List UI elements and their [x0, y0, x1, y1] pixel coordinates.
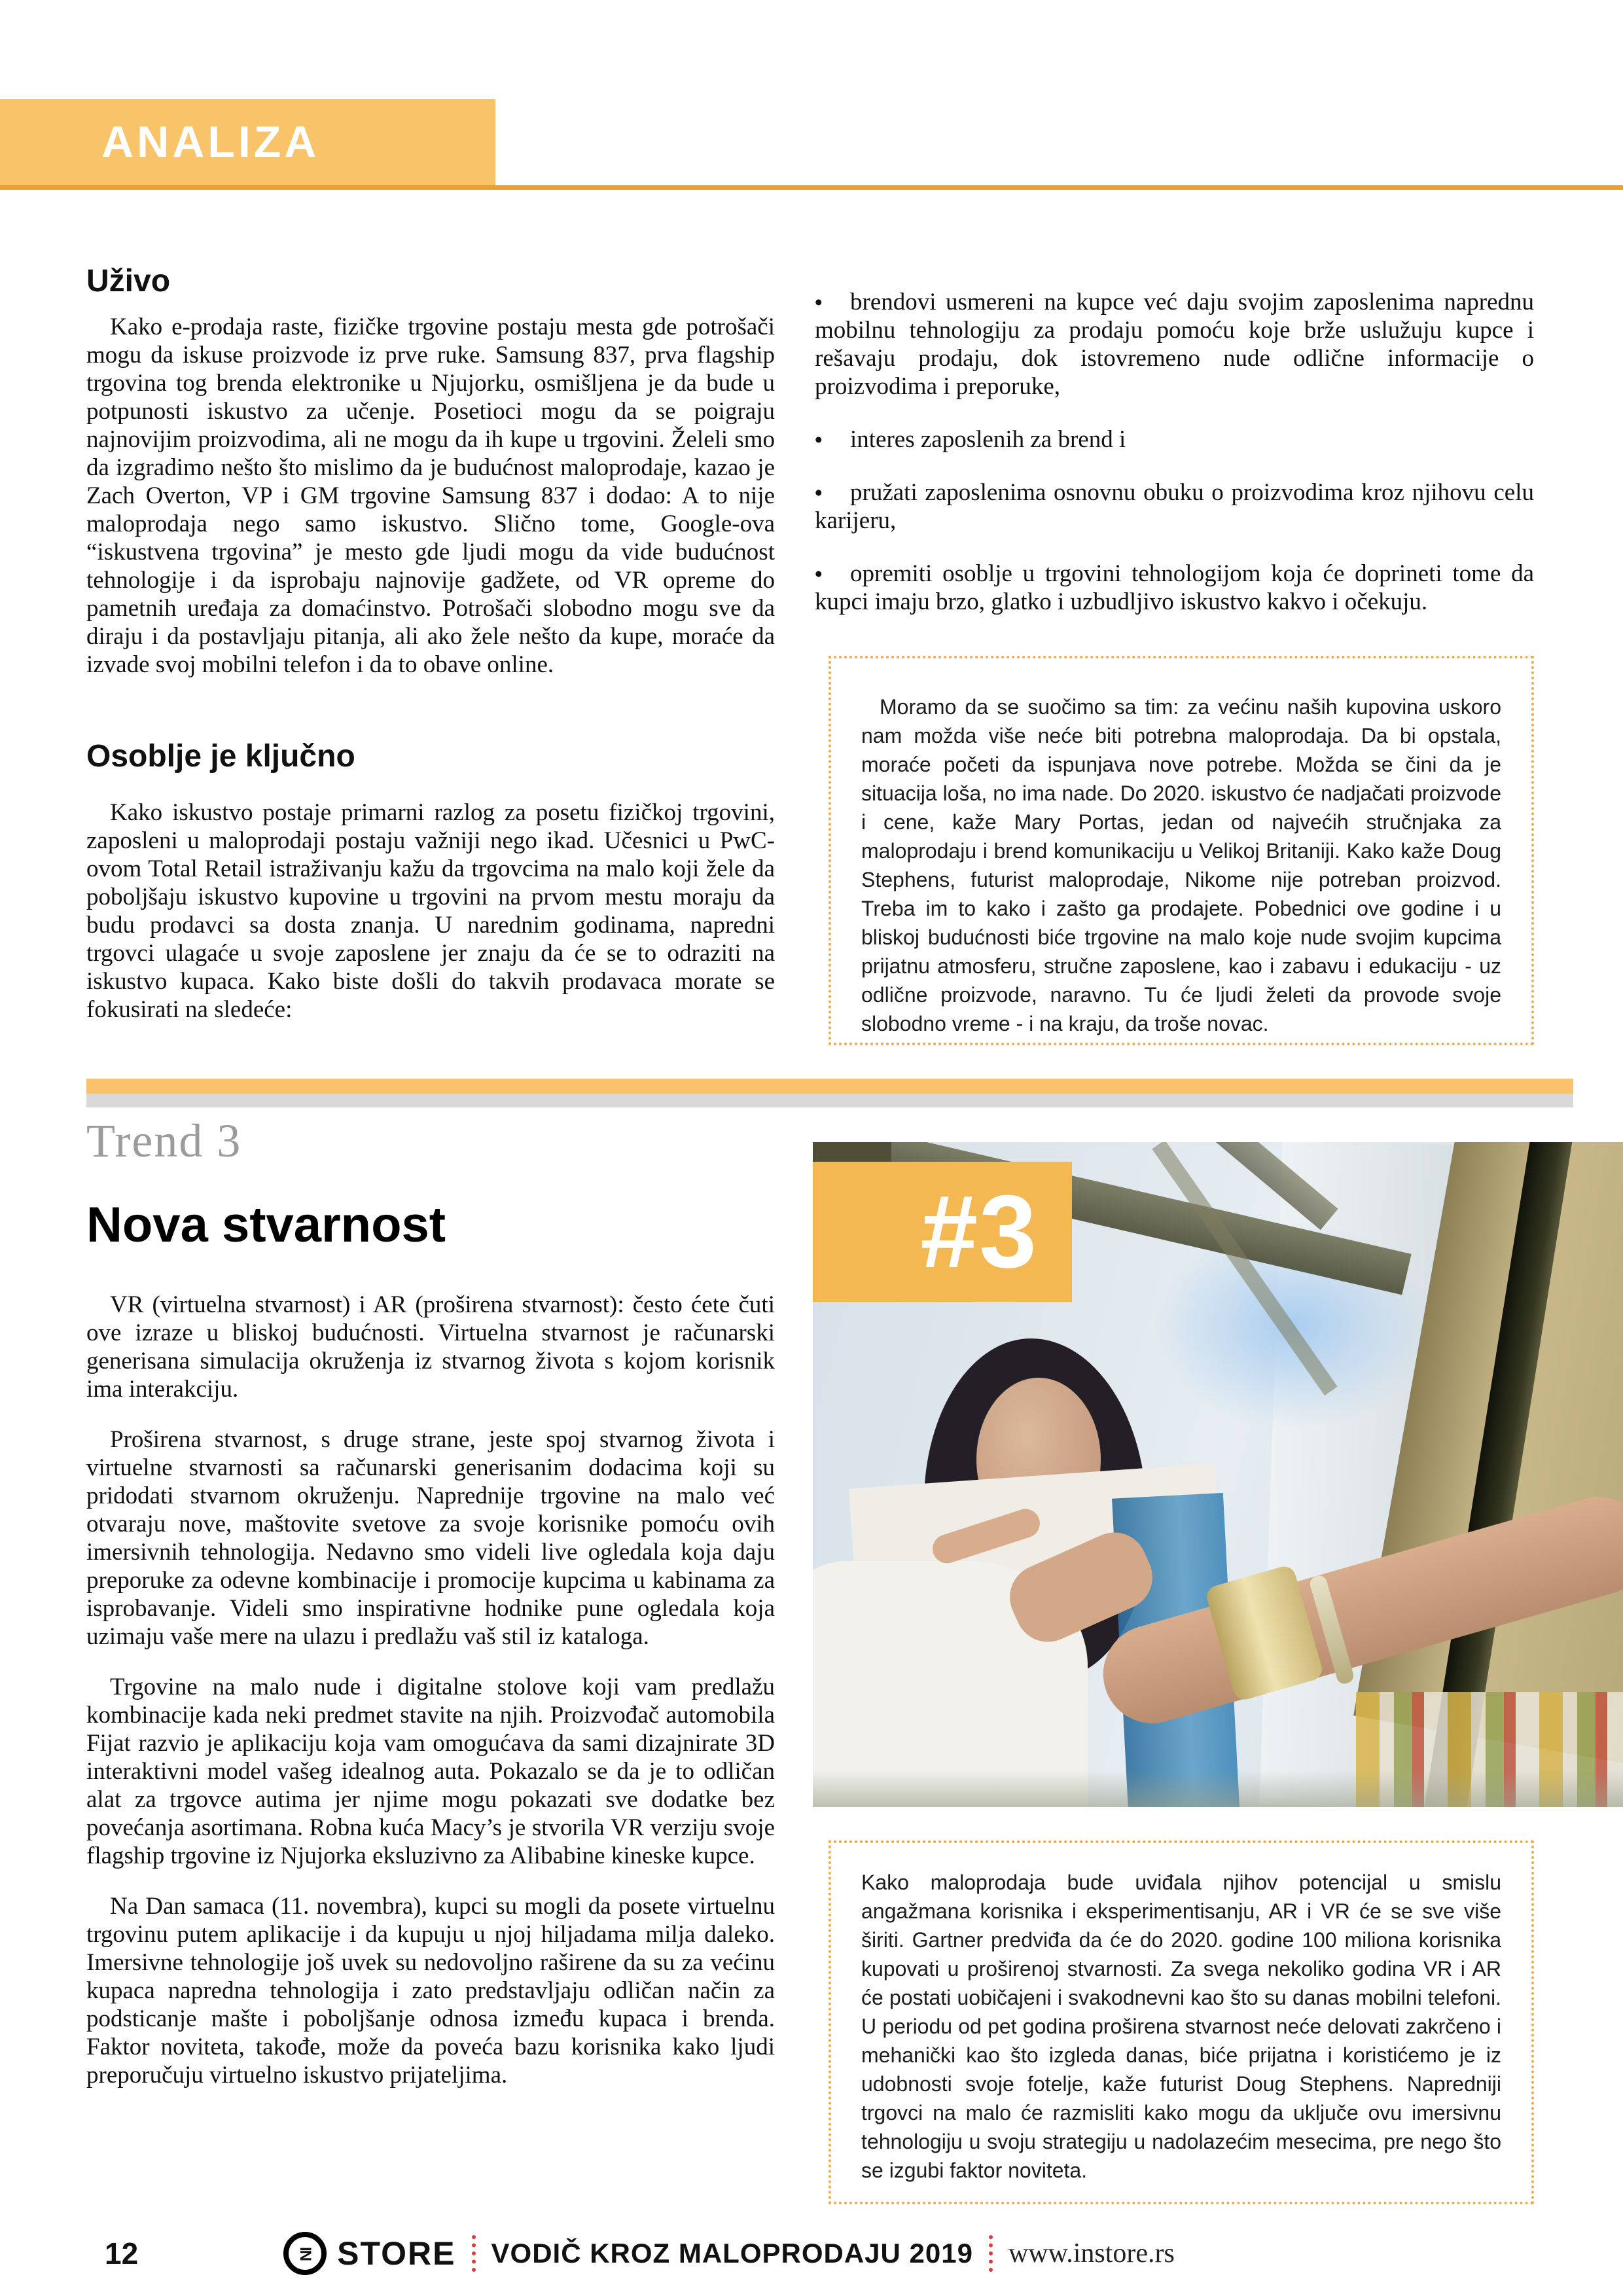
- instore-logo-in: IN: [296, 2247, 315, 2260]
- trend-number-badge: [813, 1162, 1072, 1302]
- quote-box-2-text: Kako maloprodaja bude uviđala njihov potencijal u smislu angažmana korisnika i eksperimentisanju, AR i VR će se sve više širiti. Gartner predviđa da će do 2020. godine 100 miliona korisnika kupovati u proširenoj stvarnosti. Za svega nekoliko godina VR i AR će postati uobičajeni i svakodnevni kao što su danas mobilni telefoni. U periodu od pet godina proširena stvarnost neće delovati zakrčeno i mehanički kao što izgleda danas, biće prijatna i koristićemo je iz udobnosti svoje fotelje, kaže futurist Doug Stephens. Napredniji trgovci na malo će razmisliti kako mogu da uključe ovu imersivnu tehnologiju u svoju strategiju u nadolazećim mesecima, pre nego što se izgubi faktor noviteta.: [861, 1871, 1501, 2182]
- bullet-icon: •: [815, 290, 823, 314]
- instore-logo-circle-icon: [283, 2232, 327, 2275]
- list-item: [815, 478, 1534, 535]
- divider-yellow-bar: [86, 1079, 1573, 1094]
- footer-website: www.instore.rs: [1008, 2238, 1175, 2269]
- quote-box-1-text: Moramo da se suočimo sa tim: za većinu naših kupovina uskoro nam možda više neće biti potrebna maloprodaja. Da bi opstala, moraće početi da ispunjava nove potrebe. Možda se čini da je situacija loša, no ima nade. Do 2020. iskustvo će nadjačati proizvode i cene, kaže Mary Portas, jedan od najvećih stručnjaka za maloprodaju i brend komunikaciju u Velikoj Britaniji. Kako kaže Doug Stephens, futurist maloprodaje, Nikome nije potreban proizvod. Treba im to kako i zašto ga prodajete. Pobednici ove godine i u bliskoj budućnosti biće trgovine na malo koje nude svojim kupcima prijatnu atmosferu, stručne zaposlene, kao i zabavu i edukaciju - uz odlične proizvode, naravno. Tu će ljudi želeti da provode svoje slobodno vreme - i na kraju, da troše novac.: [861, 695, 1501, 1035]
- page-footer: [105, 2231, 1175, 2276]
- paragraph-uzivo-text: Kako e-prodaja raste, fizičke trgovine postaju mesta gde potrošači mogu da iskuse proizvode iz prve ruke. Samsung 837, prva flagship trgovina tog brenda elektronike u Njujorku, osmišljena je da bude u potpunosti iskustvo za učenje. Posetioci mogu da se poigraju najnovijim proizvodima, ali ne mogu da ih kupe u trgovini. Želeli smo da izgradimo nešto što mislimo da je budućnost maloprodaje, kazao je Zach Overton, VP i GM trgovine Samsung 837 i dodao: A to nije maloprodaja nego samo iskustvo. Slično tome, Google-ova “iskustvena trgovina” je mesto gde ljudi mogu da vide budućnost tehnologije i da isprobaju najnovije gadžete, od VR opreme do pametnih uređaja za domaćinstvo. Potrošači slobodno mogu sve da diraju i da postavljaju pitanja, ali ako žele nešto da kupe, moraće da izvade svoj mobilni telefon i da to obave online.: [86, 314, 775, 678]
- divider-gray-bar: [86, 1094, 1573, 1107]
- list-item: [815, 560, 1534, 616]
- header-rule: [0, 185, 1623, 190]
- list-item: [815, 288, 1534, 401]
- trend-body: [86, 1291, 775, 2089]
- bullet-icon: •: [815, 427, 823, 452]
- footer-separator-icon: [989, 2235, 993, 2272]
- bullet-list: [815, 288, 1534, 641]
- trend-title: Nova stvarnost: [86, 1197, 446, 1253]
- trend-kicker: Trend 3: [86, 1115, 242, 1167]
- trend-number-label: #3: [920, 1174, 1038, 1289]
- trend-paragraph-4: Na Dan samaca (11. novembra), kupci su mogli da posete virtuelnu trgovinu putem aplikacije i da kupuju u njoj hiljadama milja daleko. Imersivne tehnologije još uvek su nedovoljno raširene da su za većinu kupaca napredna tehnologija i zato predstavljaju odličan način za podsticanje mašte i poboljšanje odnosa između kupaca i brenda. Faktor noviteta, takođe, može da poveća bazu korisnika kako ljudi preporučuju virtuelno iskustvo prijateljima.: [86, 1893, 775, 2089]
- footer-separator-icon: [472, 2235, 476, 2272]
- paragraph-uzivo: [86, 313, 775, 679]
- trend-paragraph-3: Trgovine na malo nude i digitalne stolove koji vam predlažu kombinacije kada neki predmet stavite na njih. Proizvođač automobila Fijat razvio je aplikaciju koja vam omogućava da sami dizajnirate 3D interaktivni model vašeg idealnog auta. Pokazalo se da je to odličan alat za trgovce autima jer njime mogu pokazati sve dodatke bez povećanja asortimana. Robna kuća Macy’s je stvorila VR verziju svoje flagship trgovine iz Njujorka eksluzivno za Alibabine kineske kupce.: [86, 1674, 775, 1869]
- bullet-text: brendovi usmereni na kupce već daju svojim zaposlenima naprednu mobilnu tehnologiju za prodaju pomoću koje brže uslužuju kupce i rešavaju prodaju, dok istovremeno nude odlične informacije o proizvodima i preporuke,: [815, 289, 1534, 400]
- heading-uzivo: Uživo: [86, 264, 171, 298]
- bullet-icon: •: [815, 480, 823, 505]
- instore-logo: [283, 2232, 455, 2275]
- section-band: [0, 99, 495, 185]
- bullet-text: opremiti osoblje u trgovini tehnologijom koja će doprineti tome da kupci imaju brzo, glatko i uzbudljivo iskustvo kakvo i očekuju.: [815, 560, 1534, 615]
- bullet-icon: •: [815, 562, 823, 586]
- page-number: 12: [105, 2236, 139, 2270]
- list-item: [815, 425, 1534, 454]
- footer-guide-title: VODIČ KROZ MALOPRODAJU 2019: [491, 2238, 973, 2269]
- quote-box-1: [829, 656, 1534, 1045]
- trend-paragraph-2: Proširena stvarnost, s druge strane, jeste spoj stvarnog života i virtuelne stvarnosti sa računarski generisanim dodacima koji su pridodati stvarnom okruženju. Naprednije trgovine na malo već otvaraju nove, maštovite svetove za svoje korisnike pomoću ovih imersivnih tehnologija. Nedavno smo videli live ogledala koja daju preporuke za odevne kombinacije i promocije kupcima u kabinama za isprobavanje. Videli smo inspirativne hodnike pune ogledala koja uzimaju vaše mere na ulazu i predlažu vaš stil iz kataloga.: [86, 1426, 775, 1650]
- instore-logo-store: STORE: [337, 2235, 456, 2272]
- photo-floor-shade: [813, 1770, 1623, 1807]
- photo: [813, 1142, 1623, 1807]
- bullet-text: interes zaposlenih za brend i: [850, 426, 1126, 453]
- bullet-text: pružati zaposlenima osnovnu obuku o proizvodima kroz njihovu celu karijeru,: [815, 479, 1534, 534]
- trend-paragraph-1: VR (virtuelna stvarnost) i AR (proširena stvarnost): često ćete čuti ove izraze u bliskoj budućnosti. Virtuelna stvarnost je računarski generisana simulacija okruženja iz stvarnog života s kojom korisnik ima interakciju.: [86, 1291, 775, 1403]
- paragraph-osoblje-text: Kako iskustvo postaje primarni razlog za posetu fizičkoj trgovini, zaposleni u maloprodaji postaju važniji nego ikad. Učesnici u PwC-ovom Total Retail istraživanju kažu da trgovcima na malo koji žele da poboljšaju iskustvo kupovine u trgovini na prvom mestu moraju da budu prodavci sa dosta znanja. U narednim godinama, napredni trgovci ulagaće u svoje zaposlene jer znaju da će se to odraziti na iskustvo kupaca. Kako biste došli do takvih prodavaca morate se fokusirati na sledeće:: [86, 799, 775, 1023]
- quote-box-2: [829, 1840, 1534, 2204]
- paragraph-osoblje: [86, 798, 775, 1024]
- section-label: ANALIZA: [101, 117, 320, 167]
- heading-osoblje: Osoblje je ključno: [86, 739, 355, 774]
